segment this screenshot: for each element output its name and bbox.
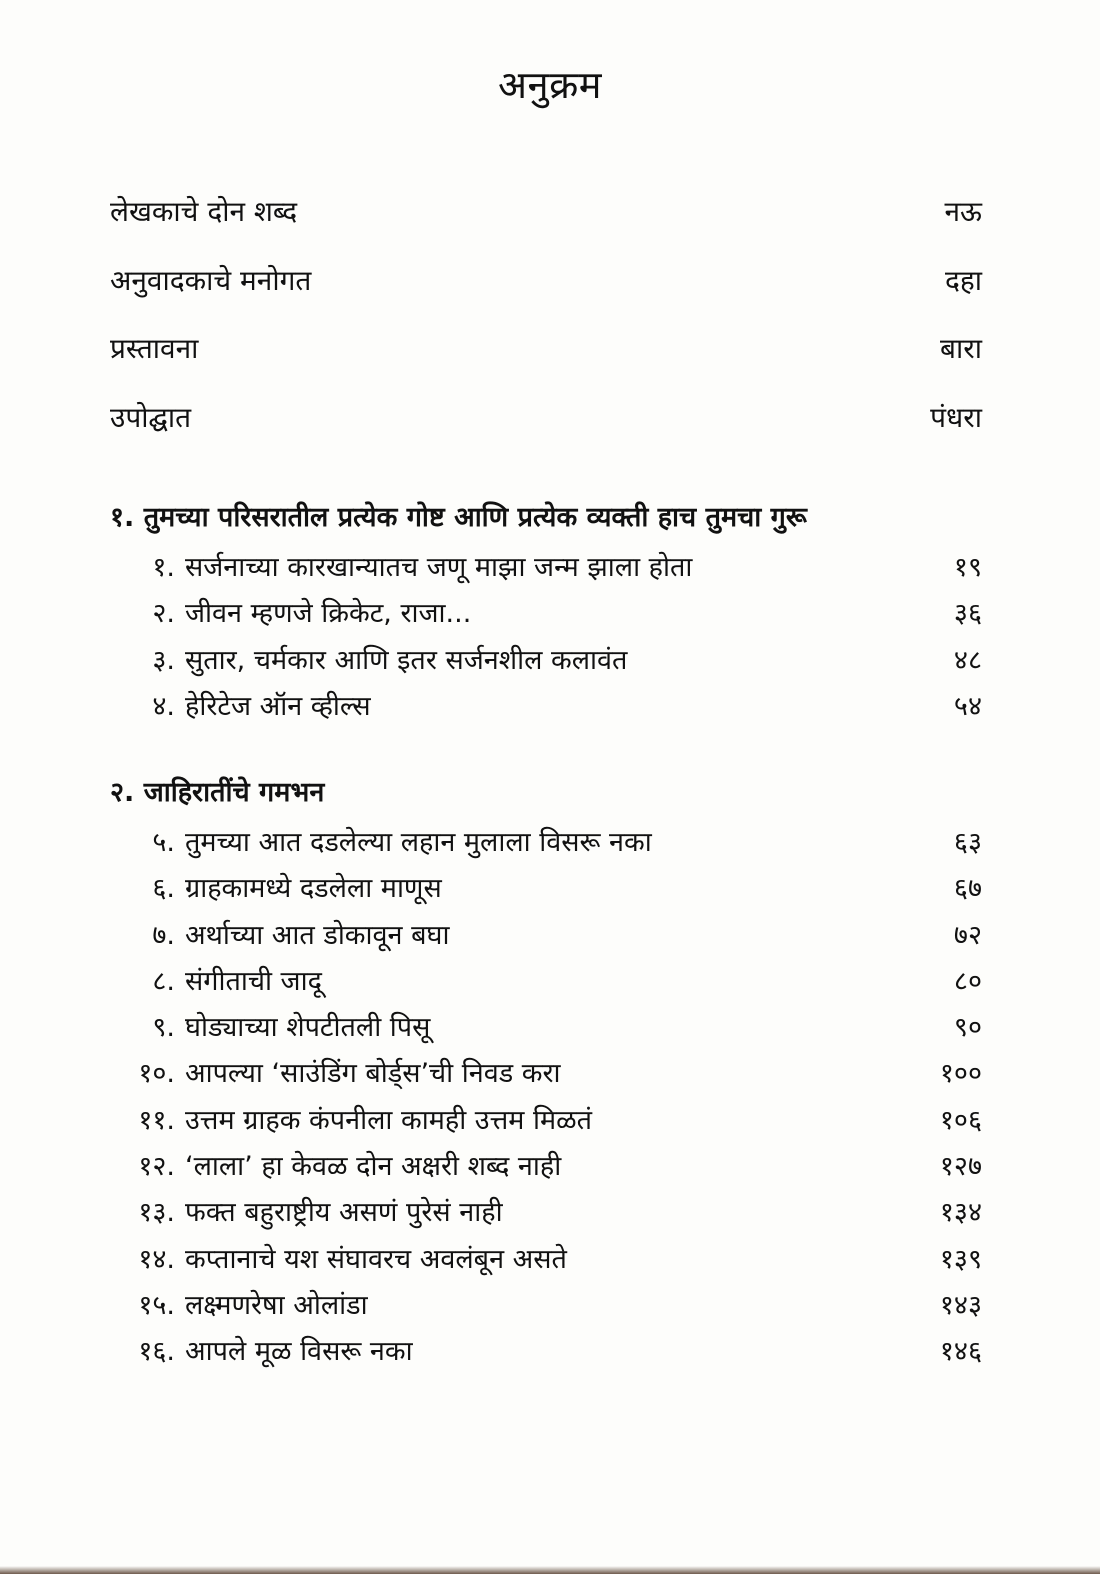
chapter-item — [110, 640, 982, 686]
chapter-title: घोड्याच्या शेपटीतली पिसू — [185, 1012, 431, 1044]
chapter-title: सर्जनाच्या कारखान्यातच जणू माझा जन्म झाला होता — [185, 552, 693, 583]
part-heading: १. तुमच्या परिसरातील प्रत्येक गोष्ट आणि प्रत्येक व्यक्ती हाच तुमचा गुरू — [110, 502, 807, 533]
chapter-page: ७२ — [953, 919, 982, 951]
part-section — [110, 772, 982, 1378]
chapter-page: १२७ — [939, 1151, 982, 1183]
chapter-item — [110, 961, 982, 1007]
chapter-title: तुमच्या आत दडलेल्या लहान मुलाला विसरू नका — [185, 827, 652, 858]
chapter-page: ८० — [953, 965, 982, 997]
chapter-item — [110, 1285, 982, 1331]
chapter-number: ५. — [152, 827, 175, 858]
chapter-page: १४३ — [939, 1289, 982, 1321]
front-matter-label: लेखकाचे दोन शब्द — [110, 195, 298, 228]
chapter-number: १६. — [138, 1336, 175, 1368]
chapter-number: १५. — [138, 1289, 175, 1321]
chapter-item — [110, 868, 982, 914]
chapter-item — [110, 1007, 982, 1053]
chapter-item — [110, 1053, 982, 1099]
chapter-title: ‘लाला’ हा केवळ दोन अक्षरी शब्द नाही — [185, 1151, 562, 1183]
chapter-page: १०६ — [939, 1104, 982, 1136]
chapter-item — [110, 822, 982, 868]
front-matter-label: उपोद्घात — [110, 400, 192, 434]
chapter-number: ३. — [152, 644, 175, 676]
chapter-number: १४. — [138, 1243, 175, 1275]
chapter-page: १०० — [939, 1058, 982, 1090]
chapter-title: संगीताची जादू — [185, 965, 322, 997]
front-matter-item — [110, 192, 982, 261]
page-title: अनुक्रम — [497, 63, 603, 107]
chapter-title: फक्त बहुराष्ट्रीय असणं पुरेसं नाही — [185, 1197, 503, 1229]
part-heading: २. जाहिरातींचे गमभन — [110, 777, 325, 808]
chapter-page: १३९ — [939, 1243, 982, 1275]
chapter-page: १९ — [953, 552, 982, 583]
chapter-page: ५४ — [953, 690, 982, 722]
front-matter-page: दहा — [945, 263, 982, 297]
front-matter-item — [110, 398, 982, 467]
chapter-number: १. — [152, 552, 175, 583]
chapter-item — [110, 593, 982, 639]
chapter-page: १३४ — [939, 1197, 982, 1229]
chapter-number: १०. — [138, 1058, 175, 1090]
chapter-number: २. — [152, 598, 175, 630]
chapter-item — [110, 1239, 982, 1285]
front-matter-label: प्रस्तावना — [110, 332, 199, 365]
chapter-number: ८. — [152, 965, 175, 997]
chapter-item — [110, 915, 982, 961]
part-section — [110, 497, 982, 732]
chapter-page: १४६ — [939, 1336, 982, 1368]
front-matter-page: बारा — [940, 332, 982, 365]
front-matter-list — [110, 192, 982, 466]
chapter-title: आपल्या ‘साउंडिंग बोर्ड्स’ची निवड करा — [185, 1058, 561, 1090]
chapter-title: आपले मूळ विसरू नका — [185, 1336, 413, 1368]
chapter-title: जीवन म्हणजे क्रिकेट, राजा... — [185, 598, 472, 630]
chapter-page: ६३ — [953, 827, 982, 858]
chapter-title: उत्तम ग्राहक कंपनीला कामही उत्तम मिळतं — [185, 1104, 593, 1136]
chapter-title: अर्थाच्या आत डोकावून बघा — [185, 919, 450, 951]
chapter-number: ७. — [152, 919, 175, 951]
chapter-page: ९० — [953, 1012, 982, 1044]
page-bottom-edge — [0, 1566, 1100, 1574]
chapter-title: ग्राहकामध्ये दडलेला माणूस — [185, 873, 442, 905]
chapter-title: हेरिटेज ऑन व्हील्स — [185, 690, 371, 722]
chapter-title: कप्तानाचे यश संघावरच अवलंबून असते — [185, 1243, 567, 1275]
front-matter-page: पंधरा — [930, 400, 982, 434]
chapter-number: ११. — [138, 1104, 175, 1136]
chapter-number: १२. — [138, 1151, 175, 1183]
front-matter-item — [110, 329, 982, 398]
chapter-number: ६. — [152, 873, 175, 905]
chapter-page: ६७ — [953, 873, 982, 905]
chapter-number: ४. — [152, 690, 175, 722]
chapter-item — [110, 1146, 982, 1192]
chapter-item — [110, 1331, 982, 1377]
front-matter-label: अनुवादकाचे मनोगत — [110, 263, 312, 297]
chapter-item — [110, 1100, 982, 1146]
chapter-title: सुतार, चर्मकार आणि इतर सर्जनशील कलावंत — [185, 644, 628, 676]
chapter-page: ४८ — [953, 644, 982, 676]
chapter-item — [110, 1192, 982, 1238]
chapter-page: ३६ — [953, 598, 982, 630]
front-matter-page: नऊ — [944, 195, 982, 228]
chapter-item — [110, 686, 982, 732]
chapter-title: लक्ष्मणरेषा ओलांडा — [185, 1289, 368, 1321]
chapter-number: ९. — [152, 1012, 175, 1044]
chapter-item — [110, 547, 982, 593]
chapter-number: १३. — [138, 1197, 175, 1229]
front-matter-item — [110, 261, 982, 330]
